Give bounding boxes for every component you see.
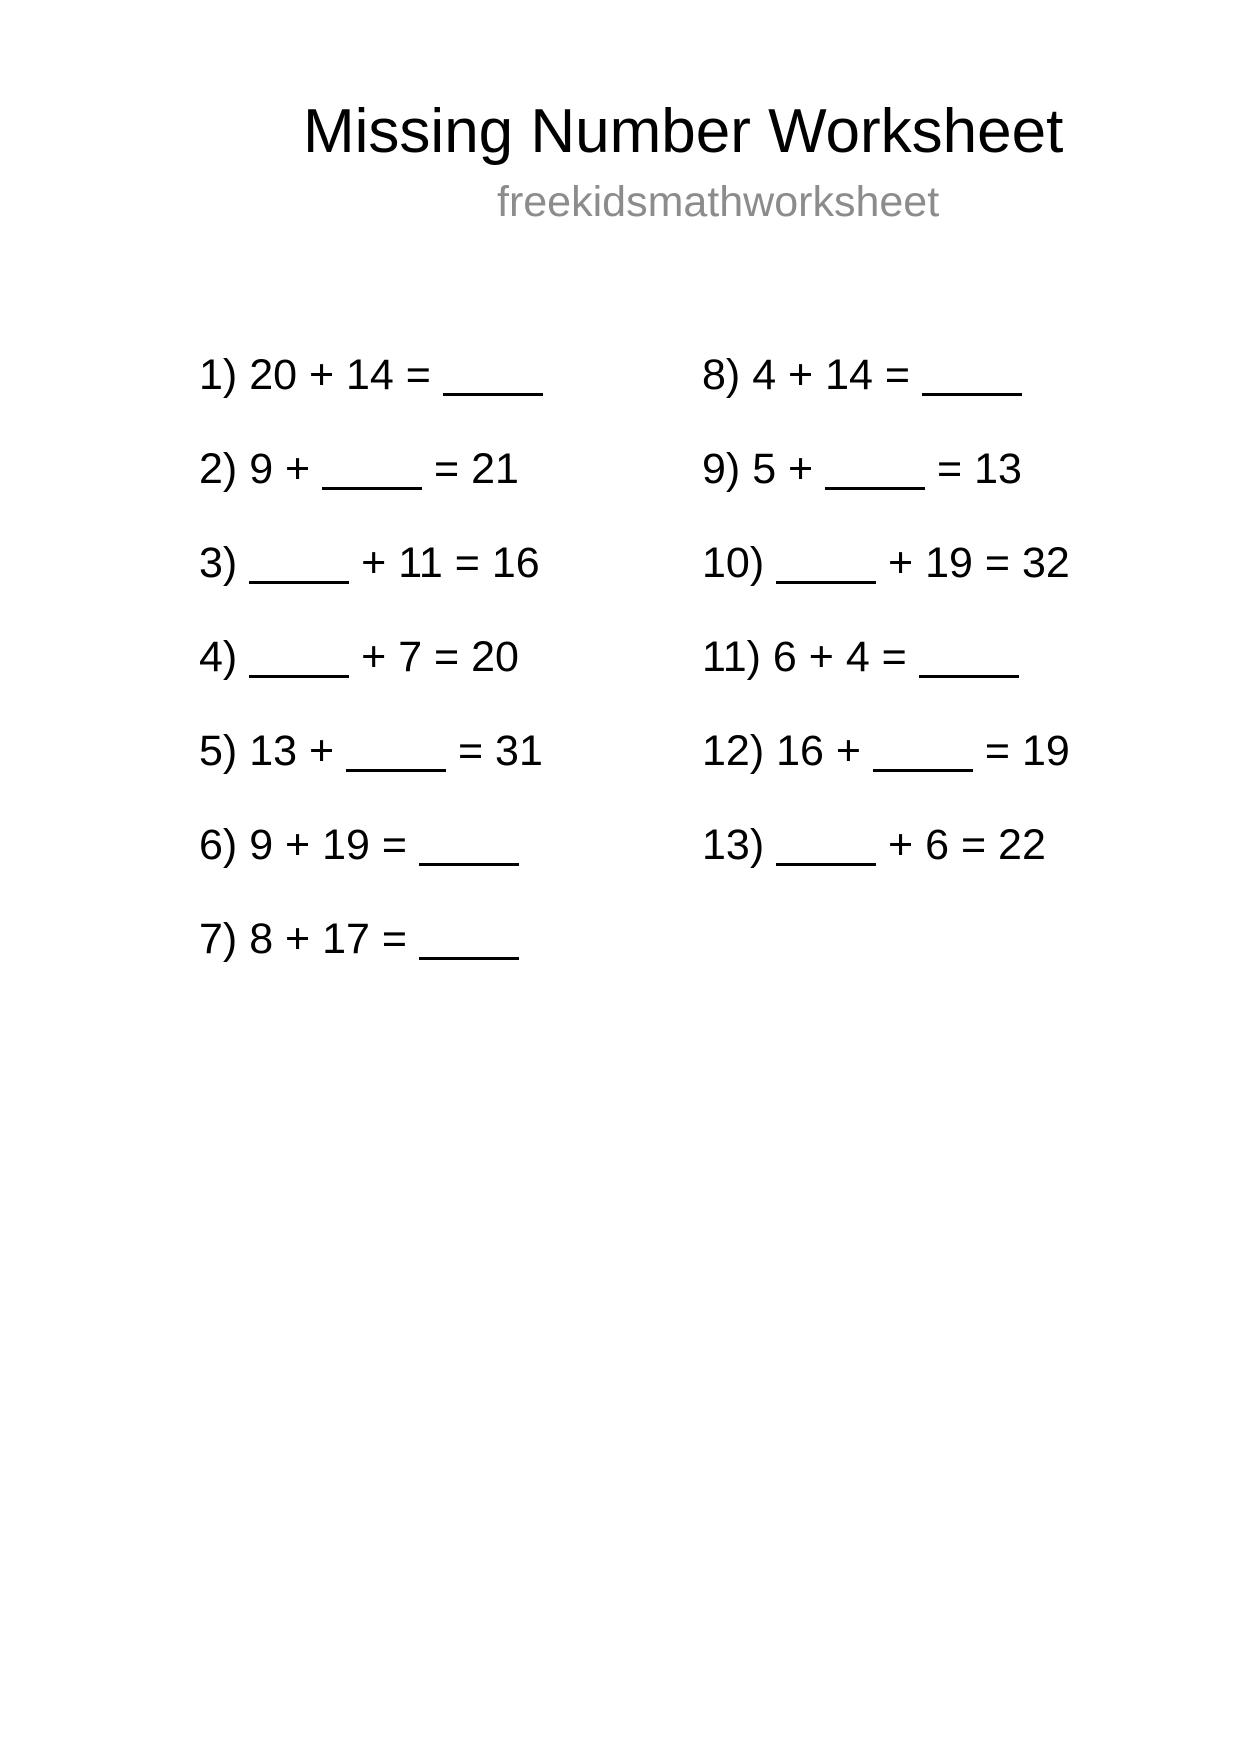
problem-number: 6) — [199, 821, 250, 869]
problem-number: 2) — [199, 445, 250, 493]
problem-number: 3) — [199, 539, 250, 587]
problem-number: 1) — [199, 351, 250, 399]
answer-blank — [346, 769, 446, 772]
problem-number: 5) — [199, 727, 250, 775]
problem-number: 8) — [702, 351, 753, 399]
problem-number: 13) — [702, 821, 777, 869]
page-title: Missing Number Worksheet — [303, 97, 1064, 166]
answer-blank — [919, 675, 1019, 678]
problem-row — [199, 704, 543, 798]
problem-row — [199, 422, 543, 516]
problem-number: 9) — [702, 445, 753, 493]
problems-column-right — [702, 328, 1070, 892]
problem-row — [702, 328, 1070, 422]
page-subtitle: freekidsmathworksheet — [497, 178, 940, 226]
problem-number: 11) — [702, 633, 773, 681]
equation-text: 13 + — [249, 727, 347, 775]
answer-blank — [873, 769, 973, 772]
answer-blank — [419, 957, 519, 960]
answer-blank — [419, 863, 519, 866]
equation-text: = 19 — [972, 727, 1070, 775]
problem-row — [702, 422, 1070, 516]
problem-number: 7) — [199, 915, 250, 963]
problems-column-left — [199, 328, 543, 986]
answer-blank — [249, 675, 349, 678]
equation-text: 9 + 19 = — [249, 821, 419, 869]
answer-blank — [443, 393, 543, 396]
equation-text: 16 + — [776, 727, 873, 775]
answer-blank — [922, 393, 1022, 396]
problem-row — [199, 328, 543, 422]
problem-row — [199, 610, 543, 704]
equation-text: 4 + 14 = — [752, 351, 922, 399]
equation-text: = 21 — [422, 445, 519, 493]
equation-text: 20 + 14 = — [249, 351, 443, 399]
answer-blank — [249, 581, 349, 584]
equation-text: + 19 = 32 — [876, 539, 1070, 587]
answer-blank — [825, 487, 925, 490]
problem-row — [702, 798, 1070, 892]
problem-row — [199, 892, 543, 986]
answer-blank — [776, 581, 876, 584]
equation-text: 8 + 17 = — [249, 915, 419, 963]
problem-row — [702, 610, 1070, 704]
equation-text: = 31 — [446, 727, 543, 775]
equation-text: 6 + 4 = — [772, 633, 919, 681]
equation-text: + 7 = 20 — [349, 633, 519, 681]
problem-number: 10) — [702, 539, 777, 587]
problem-row — [702, 516, 1070, 610]
problem-row — [199, 516, 543, 610]
problem-row — [199, 798, 543, 892]
answer-blank — [776, 863, 876, 866]
equation-text: + 6 = 22 — [876, 821, 1046, 869]
problem-row — [702, 704, 1070, 798]
equation-text: = 13 — [925, 445, 1022, 493]
equation-text: 5 + — [752, 445, 826, 493]
equation-text: 9 + — [249, 445, 323, 493]
problem-number: 12) — [702, 727, 777, 775]
problem-number: 4) — [199, 633, 250, 681]
equation-text: + 11 = 16 — [349, 539, 540, 587]
answer-blank — [322, 487, 422, 490]
